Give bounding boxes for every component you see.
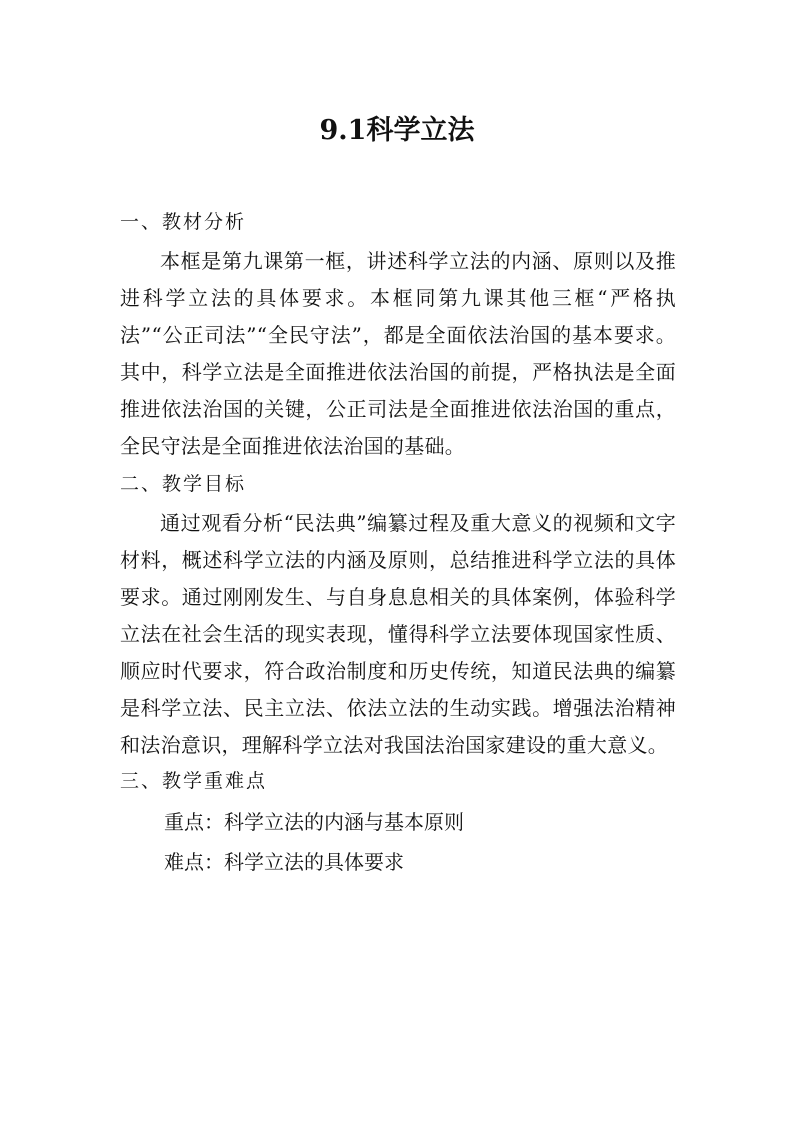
section-paragraph-textbook-analysis: 本框是第九课第一框，讲述科学立法的内涵、原则以及推进科学立法的具体要求。本框同第九课其他三框“严格执法”“公正司法”“全民守法”，都是全面依法治国的基本要求。其中，科学立法是全面推进依法治国的前提，严格执法是全面推进依法治国的关键，公正司法是全面推进依法治国的重点，全民守法是全面推进依法治国的基础。	[120, 249, 676, 458]
document-title: 9.1科学立法	[319, 115, 475, 146]
section-heading-teaching-goals: 二、教学目标	[120, 473, 247, 495]
key-point-line: 重点：科学立法的内涵与基本原则	[164, 810, 464, 834]
section-paragraph-teaching-goals: 通过观看分析“民法典”编纂过程及重大意义的视频和文字材料，概述科学立法的内涵及原则，总结推进科学立法的具体要求。通过刚刚发生、与自身息息相关的具体案例，体验科学立法在社会生活的现实表现，懂得科学立法要体现国家性质、顺应时代要求，符合政治制度和历史传统，知道民法典的编纂是科学立法、民主立法、依法立法的生动实践。增强法治精神和法治意识，理解科学立法对我国法治国家建设的重大意义。	[120, 511, 676, 757]
difficult-point-line: 难点：科学立法的具体要求	[164, 850, 404, 874]
section-heading-key-difficult-points: 三、教学重难点	[120, 770, 268, 792]
section-heading-textbook-analysis: 一、教材分析	[120, 211, 247, 233]
document-body	[120, 207, 676, 882]
